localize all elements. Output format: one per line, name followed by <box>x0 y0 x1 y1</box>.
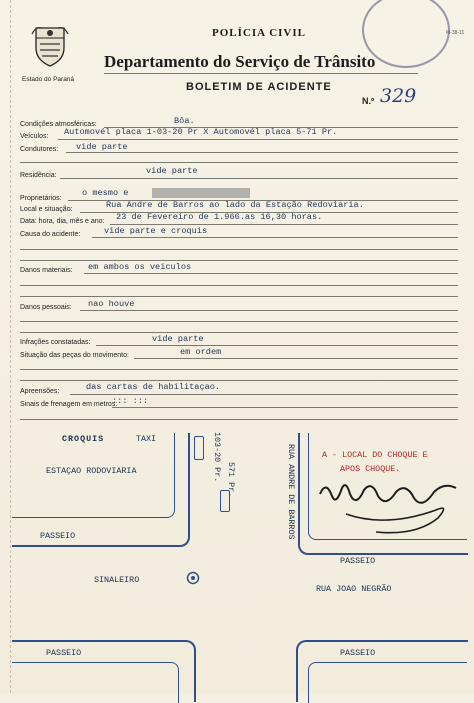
field-value-location: Rua Andre de Barros ao lado da Estação Redoviaria. <box>106 200 364 210</box>
field-label-vehicles: Veículos: <box>20 133 49 140</box>
stamp-code: M-38-11 <box>446 30 465 36</box>
field-value-personal-damage: nao houve <box>88 299 135 309</box>
field-label-cause: Causa do acidente: <box>20 231 81 238</box>
taxi-label: TAXI <box>136 434 157 444</box>
field-line <box>84 273 458 274</box>
field-line <box>112 407 458 408</box>
field-label-owners: Proprietários: <box>20 195 62 202</box>
header-rule <box>104 73 418 74</box>
field-line <box>92 237 458 238</box>
signature-mark <box>316 474 462 538</box>
station-label: ESTAÇAO RODOVIARIA <box>46 466 137 476</box>
institution-title: POLÍCIA CIVIL <box>212 27 306 39</box>
field-value-drivers: vide parte <box>76 142 128 152</box>
field-value-parts-condition: em ordem <box>180 347 222 357</box>
sidewalk-label-bottom-left: PASSEIO <box>46 648 82 658</box>
field-line <box>66 152 458 153</box>
department-title: Departamento do Serviço de Trânsito <box>104 52 376 71</box>
sidewalk-label-top-right: PASSEIO <box>340 556 376 566</box>
field-line <box>20 162 458 163</box>
field-value-weather: Bôa. <box>174 116 195 126</box>
field-line <box>96 345 458 346</box>
field-line <box>20 249 458 250</box>
field-line <box>20 332 458 333</box>
number-label: N.º <box>362 96 375 106</box>
field-label-drivers: Condutores: <box>20 146 59 153</box>
legend-line-2: APOS CHOQUE. <box>340 464 401 474</box>
field-value-date: 23 de Fevereiro de 1.966.as 16,30 horas. <box>116 212 323 222</box>
bulletin-number: 329 <box>380 85 417 107</box>
bottom-right-block-inner <box>308 662 467 703</box>
field-value-cause: vide parte e croquis <box>104 226 208 236</box>
field-value-infractions: vide parte <box>152 334 204 344</box>
traffic-light-label: SINALEIRO <box>94 575 140 585</box>
field-label-infractions: Infrações constatadas: <box>20 339 91 346</box>
field-label-personal-damage: Danos pessoais: <box>20 304 72 311</box>
state-caption: Estado do Paraná <box>22 76 75 83</box>
sketch-heading: CROQUIS <box>62 434 105 444</box>
field-line <box>110 224 458 225</box>
field-line <box>20 369 458 370</box>
binding-margin <box>0 0 11 693</box>
vehicle-1 <box>194 436 204 460</box>
field-value-residence: vide parte <box>146 166 198 176</box>
field-value-brake-marks: ::: ::: <box>112 396 149 406</box>
street-label-andre: RUA ANDRE DE BARROS <box>286 444 296 540</box>
field-label-date: Data: hora, dia, mês e ano: <box>20 218 105 225</box>
traffic-light-icon <box>186 571 200 585</box>
field-line <box>20 321 458 322</box>
field-label-seizures: Apreensões: <box>20 388 60 395</box>
vehicle-1-plate: 103-20 Pr. <box>212 432 222 483</box>
field-label-residence: Residência: <box>20 172 57 179</box>
field-label-location: Local e situação: <box>20 206 73 213</box>
redacted-name <box>152 188 250 198</box>
field-line <box>58 139 458 140</box>
field-value-owners: o mesmo e <box>82 188 129 198</box>
field-line <box>20 380 458 381</box>
field-line <box>70 394 458 395</box>
vehicle-2-plate: 571 Pr. <box>226 462 236 498</box>
form-title: BOLETIM DE ACIDENTE <box>186 81 332 93</box>
sidewalk-label-bottom-right: PASSEIO <box>340 648 376 658</box>
field-line <box>80 310 458 311</box>
field-label-brake-marks: Sinais de frenagem em metros: <box>20 401 118 408</box>
field-line <box>20 419 458 420</box>
field-value-material-damage: em ambos os veiculos <box>88 262 192 272</box>
field-line <box>20 285 458 286</box>
bottom-left-block-inner <box>12 662 179 703</box>
field-value-vehicles: Automovél placa 1-03-20 Pr X Automovél placa 5-71 Pr. <box>64 127 338 137</box>
field-label-parts-condition: Situação das peças do movimento: <box>20 352 129 359</box>
field-line <box>134 358 458 359</box>
field-line <box>60 178 458 179</box>
field-label-material-damage: Danos materiais: <box>20 267 73 274</box>
field-value-seizures: das cartas de habilitaçao. <box>86 382 221 392</box>
field-label-weather: Condições atmosféricas: <box>20 121 97 128</box>
legend-line-1: A - LOCAL DO CHOQUE E <box>322 450 428 460</box>
sidewalk-label-top-left: PASSEIO <box>40 531 76 541</box>
field-line <box>20 260 458 261</box>
coat-of-arms-icon <box>30 24 70 68</box>
field-line <box>20 296 458 297</box>
street-label-joao: RUA JOAO NEGRÃO <box>316 584 392 594</box>
